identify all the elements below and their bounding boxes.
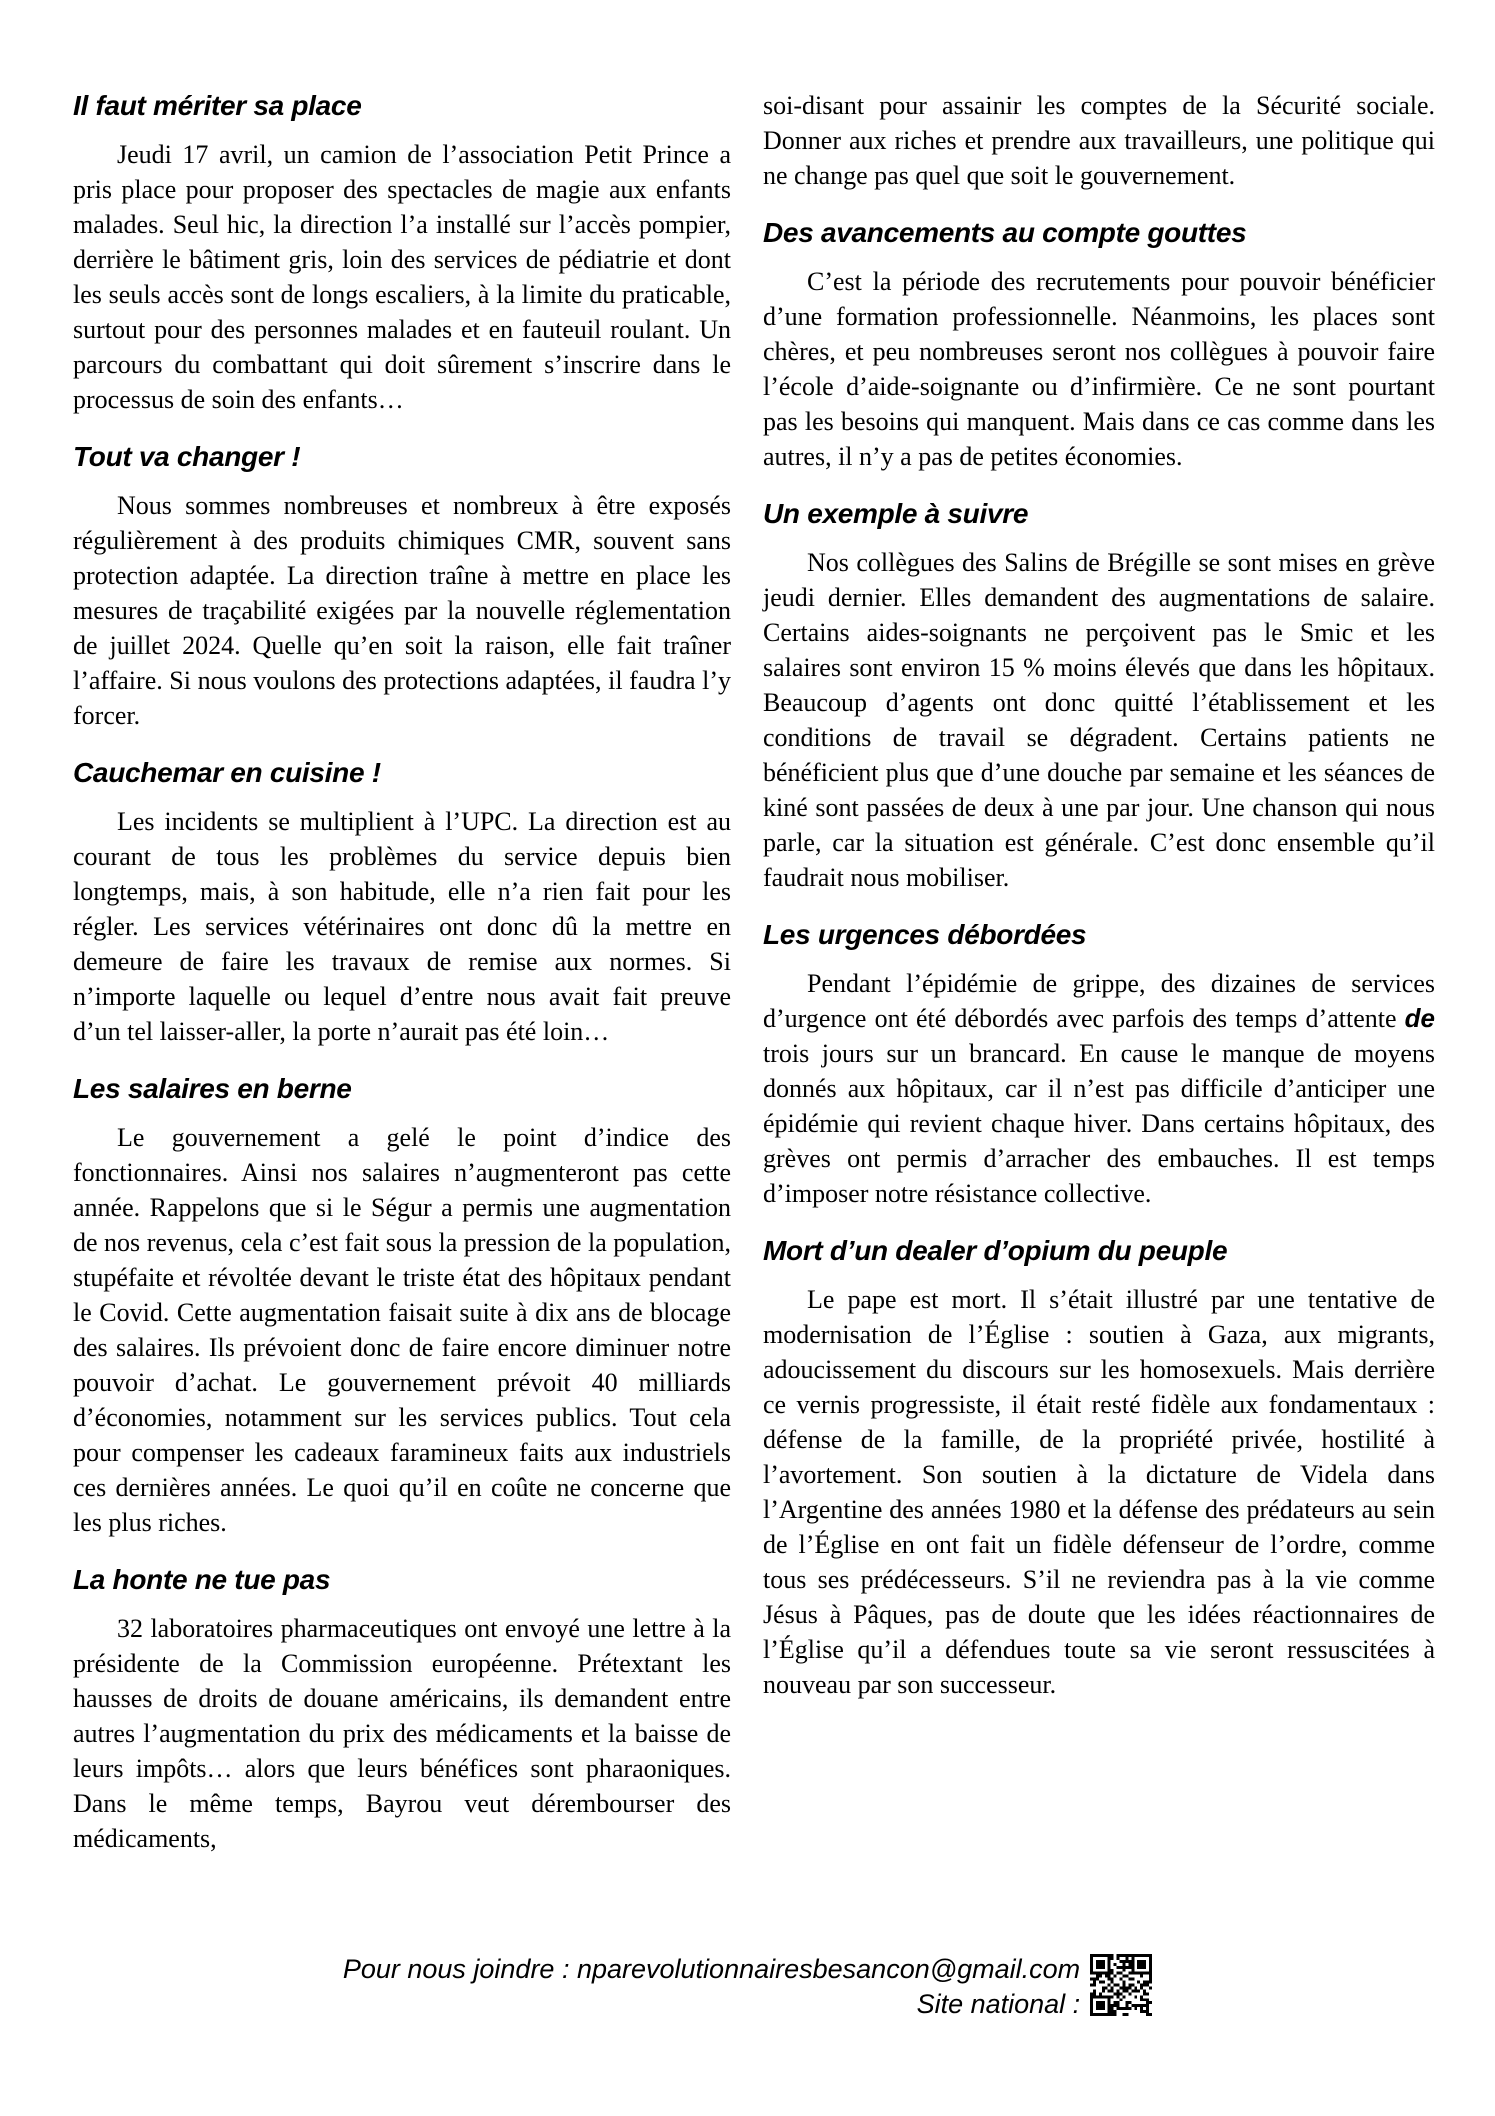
- section-paragraph: 32 laboratoires pharmaceutiques ont envoyé une lettre à la présidente de la Commission européenne. Prétextant les hausses de droits de douane américains, ils demandent entre autres l’augmentation du prix des médicaments et la baisse de leurs impôts… alors que leurs bénéfices sont pharaoniques. Dans le même temps, Bayrou veut dérembourser des médicaments,: [73, 1614, 731, 1853]
- paragraph-text: Pendant l’épidémie de grippe, des dizaines de services d’urgence ont été débordés avec parfois des temps d’attente: [763, 969, 1435, 1033]
- section-heading: Un exemple à suivre: [763, 498, 1029, 529]
- site-line: [343, 1987, 1080, 2022]
- two-column-layout: [73, 88, 1435, 1856]
- section-il-faut-meriter: [73, 90, 731, 417]
- contact-email: nparevolutionnairesbesancon@gmail.com: [576, 1954, 1081, 1984]
- right-column: [763, 88, 1435, 1702]
- section-salaires-berne: [73, 1073, 731, 1540]
- section-mort-dealer-opium: [763, 1235, 1435, 1702]
- section-heading: Tout va changer !: [73, 441, 301, 472]
- contact-line: [343, 1952, 1080, 1987]
- site-label: Site national :: [916, 1989, 1081, 2019]
- section-heading: La honte ne tue pas: [73, 1564, 331, 1595]
- section-urgences-debordees: [763, 919, 1435, 1211]
- section-paragraph: Les incidents se multiplient à l’UPC. La direction est au courant de tous les problèmes du service depuis bien longtemps, mais, à son habitude, elle n’a rien fait pour les régler. Les services vétérinaires ont donc dû la mettre en demeure de faire les travaux de remise aux normes. Si n’importe laquelle ou lequel d’entre nous avait fait preuve d’un tel laisser-aller, la porte n’aurait pas été loin…: [73, 807, 731, 1046]
- contact-label: Pour nous joindre :: [342, 1954, 570, 1984]
- section-heading: Cauchemar en cuisine !: [73, 757, 381, 788]
- left-column: [73, 88, 731, 1856]
- section-paragraph: Le gouvernement a gelé le point d’indice des fonctionnaires. Ainsi nos salaires n’augmenteront pas cette année. Rappelons que si le Ségur a permis une augmentation de nos revenus, cela c’est fait sous la pression de la population, stupéfaite et révoltée devant le triste état des hôpitaux pendant le Covid. Cette augmentation faisait suite à dix ans de blocage des salaires. Ils prévoient donc de faire encore diminuer notre pouvoir d’achat. Le gouvernement prévoit 40 milliards d’économies, notamment sur les services publics. Tout cela pour compenser les cadeaux faramineux faits aux industriels ces dernières années. Le quoi qu’il en coûte ne concerne que les plus riches.: [73, 1123, 731, 1537]
- section-tout-va-changer: [73, 441, 731, 733]
- section-paragraph: C’est la période des recrutements pour pouvoir bénéficier d’une formation professionnelle. Néanmoins, les places sont chères, et peu nombreuses seront nos collègues à pouvoir faire l’école d’aide-soignante ou d’infirmière. Ce ne sont pourtant pas les besoins qui manquent. Mais dans ce cas comme dans les autres, il n’y a pas de petites économies.: [763, 267, 1435, 471]
- section-honte-ne-tue-pas: [73, 1564, 731, 1856]
- paragraph-text: trois jours sur un brancard. En cause le manque de moyens donnés aux hôpitaux, car il n’est pas difficile d’anticiper une épidémie qui revient chaque hiver. Dans certains hôpitaux, des grèves ont permis d’arracher des embauches. Il est temps d’imposer notre résistance collective.: [763, 1039, 1435, 1208]
- section-heading: Des avancements au compte gouttes: [763, 217, 1247, 248]
- footer: [0, 1952, 1495, 2022]
- section-paragraph: Jeudi 17 avril, un camion de l’association Petit Prince a pris place pour proposer des spectacles de magie aux enfants malades. Seul hic, la direction l’a installé sur l’accès pompier, derrière le bâtiment gris, loin des services de pédiatrie et dont les seuls accès sont de longs escaliers, à la limite du praticable, surtout pour des personnes malades et en fauteuil roulant. Un parcours du combattant qui doit sûrement s’inscrire dans le processus de soin des enfants…: [73, 140, 731, 414]
- qr-code-icon: [1090, 1954, 1152, 2016]
- section-paragraph: [763, 966, 1435, 1211]
- section-exemple-a-suivre: [763, 498, 1435, 895]
- section-heading: Les salaires en berne: [73, 1073, 352, 1104]
- section-paragraph: Nos collègues des Salins de Brégille se sont mises en grève jeudi dernier. Elles demandent des augmentations de salaire. Certains aides-soignants ne perçoivent pas le Smic et les salaires sont environ 15 % moins élevés que dans les hôpitaux. Beaucoup d’agents ont donc quitté l’établissement et les conditions de travail se dégradent. Certains patients ne bénéficient plus que d’une douche par semaine et les séances de kiné sont passées de deux à une par jour. Une chanson qui nous parle, car la situation est générale. C’est donc ensemble qu’il faudrait nous mobiliser.: [763, 548, 1435, 892]
- section-paragraph: Nous sommes nombreuses et nombreux à être exposés régulièrement à des produits chimiques CMR, souvent sans protection adaptée. La direction traîne à mettre en place les mesures de traçabilité exigées par la nouvelle réglementation de juillet 2024. Quelle qu’en soit la raison, elle fait traîner l’affaire. Si nous voulons des protections adaptées, il faudra l’y forcer.: [73, 491, 731, 730]
- continuation-paragraph: soi-disant pour assainir les comptes de la Sécurité sociale. Donner aux riches et prendre aux travailleurs, une politique qui ne change pas quel que soit le gouvernement.: [763, 91, 1435, 190]
- footer-text: [343, 1952, 1080, 2022]
- section-heading: Les urgences débordées: [763, 919, 1087, 950]
- section-heading: Il faut mériter sa place: [73, 90, 362, 121]
- section-avancements: [763, 217, 1435, 474]
- emphasized-word: de: [1404, 1003, 1435, 1033]
- section-paragraph: Le pape est mort. Il s’était illustré par une tentative de modernisation de l’Église : soutien à Gaza, aux migrants, adoucissement du discours sur les homosexuels. Mais derrière ce vernis progressiste, il était resté fidèle aux fondamentaux : défense de la famille, de la propriété privée, hostilité à l’avortement. Son soutien à la dictature de Videla dans l’Argentine des années 1980 et la défense des prédateurs au sein de l’Église en ont fait un fidèle défenseur de l’ordre, comme tous ses prédécesseurs. S’il ne reviendra pas à la vie comme Jésus à Pâques, pas de doute que les idées réactionnaires de l’Église qu’il a défendues toute sa vie seront ressuscitées à nouveau par son successeur.: [763, 1285, 1435, 1699]
- section-cauchemar-cuisine: [73, 757, 731, 1049]
- section-heading: Mort d’un dealer d’opium du peuple: [763, 1235, 1228, 1266]
